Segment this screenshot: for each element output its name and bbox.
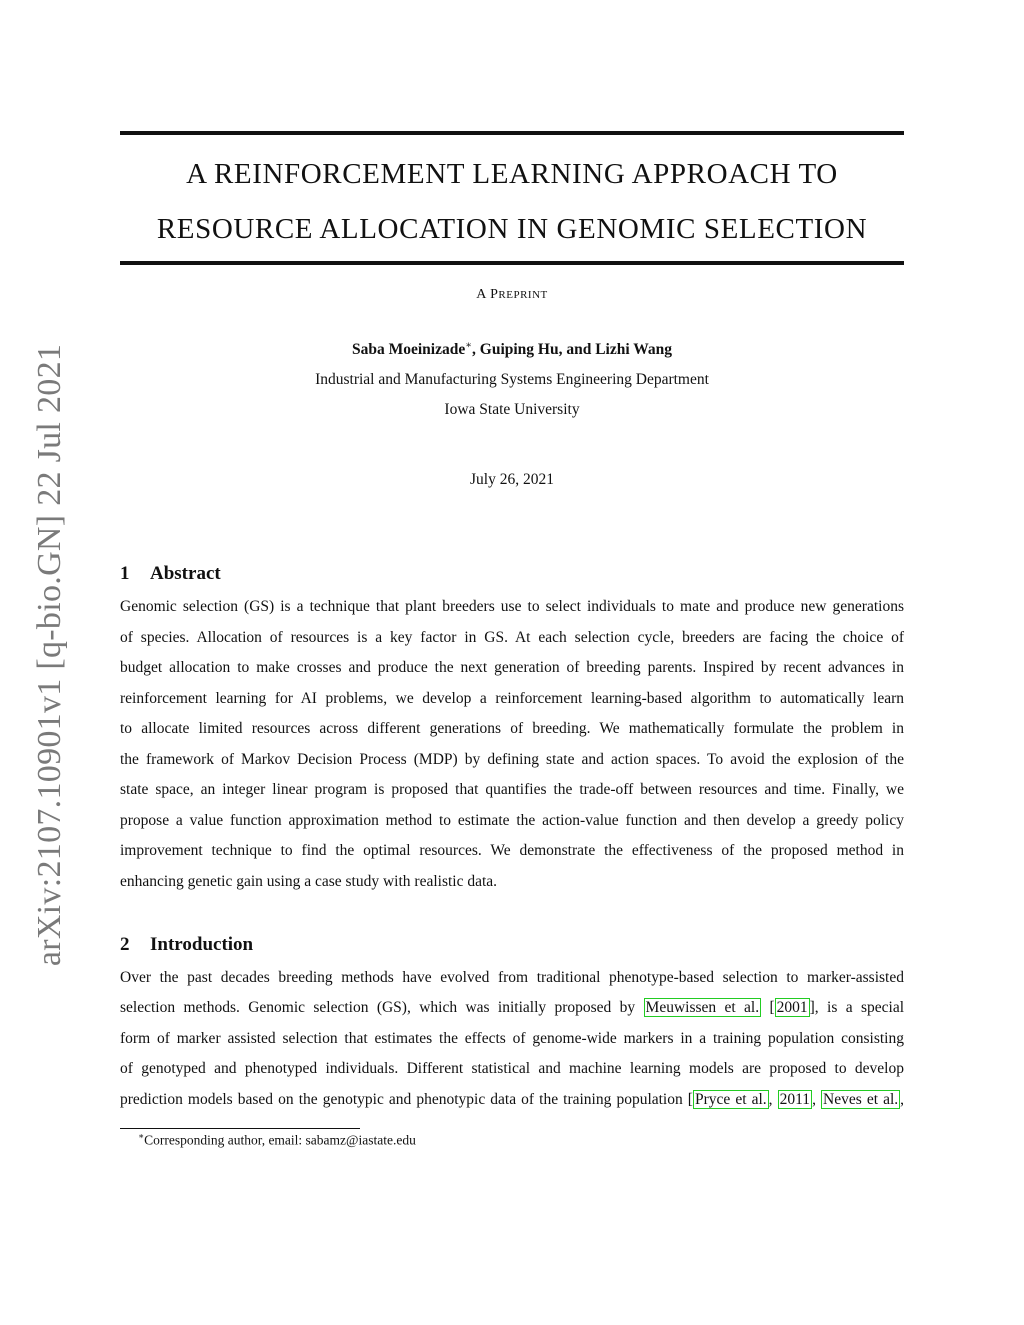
abstract-line: propose a value function approximation method to estimate the action-value function and then develop a greedy policy <box>120 812 904 829</box>
abstract-line: Genomic selection (GS) is a technique that plant breeders use to select individuals to mate and produce new generations <box>120 598 904 615</box>
affiliation-department: Industrial and Manufacturing Systems Engineering Department <box>315 371 709 388</box>
affiliation-university: Iowa State University <box>444 401 580 418</box>
citation-link-pryce[interactable]: Pryce et al. <box>694 1091 767 1108</box>
intro-line: Over the past decades breeding methods have evolved from traditional phenotype-based selection to marker-assisted <box>120 969 904 986</box>
abstract-line: the framework of Markov Decision Process (MDP) by defining state and action spaces. To avoid the explosion of the <box>120 751 904 768</box>
paper-title-line-1: A REINFORCEMENT LEARNING APPROACH TO <box>186 158 838 190</box>
citation-link-2001[interactable]: 2001 <box>776 999 808 1016</box>
section-heading-introduction: 2 Introduction <box>120 934 254 955</box>
abstract-line: reinforcement learning for AI problems, we develop a reinforcement learning-based algorithm to automatically learn <box>120 690 904 707</box>
title-rule-top <box>120 131 904 135</box>
abstract-line: enhancing genetic gain using a case study with realistic data. <box>120 873 498 890</box>
abstract-line: budget allocation to make crosses and produce the next generation of breeding parents. Inspired by recent advances in <box>120 659 904 676</box>
abstract-line: improvement technique to find the optimal resources. We demonstrate the effectiveness of the proposed method in <box>120 842 904 859</box>
author-list: Saba Moeinizade∗, Guiping Hu, and Lizhi Wang <box>351 340 673 359</box>
footnote-corresponding-author: ∗Corresponding author, email: sabamz@iastate.edu <box>138 1131 416 1148</box>
citation-link-neves[interactable]: Neves et al. <box>823 1091 899 1108</box>
intro-line: of genotyped and phenotyped individuals. Different statistical and machine learning models are proposed to develop <box>120 1060 904 1077</box>
intro-line: prediction models based on the genotypic and phenotypic data of the training population [ Pryce et al. , 2011 , Neves et al. , <box>120 1091 905 1108</box>
citation-link-meuwissen[interactable]: Meuwissen et al. <box>645 999 760 1016</box>
intro-line: selection methods. Genomic selection (GS), which was initially proposed by Meuwissen et al. [ 2001 ], is a special <box>120 999 905 1016</box>
footnote-marker[interactable]: ∗ <box>465 340 473 351</box>
abstract-line: state space, an integer linear program is proposed that quantifies the trade-off between resources and time. Finally, we <box>120 781 904 798</box>
footnote-separator <box>120 1128 360 1129</box>
citation-link-2011[interactable]: 2011 <box>779 1091 811 1108</box>
title-rule-bottom <box>120 261 904 265</box>
abstract-line: of species. Allocation of resources is a key factor in GS. At each selection cycle, breeders are facing the choice of <box>120 629 904 646</box>
arxiv-identifier: arXiv:2107.10901v1 [q-bio.GN] 22 Jul 2021 <box>31 343 68 967</box>
paper-date: July 26, 2021 <box>470 471 554 488</box>
preprint-label: A PREPRINT <box>476 287 548 302</box>
paper-title-line-2: RESOURCE ALLOCATION IN GENOMIC SELECTION <box>156 213 868 245</box>
abstract-line: to allocate limited resources across different generations of breeding. We mathematically formulate the problem in <box>120 720 904 737</box>
section-heading-abstract: 1 Abstract <box>120 563 221 584</box>
intro-line: form of marker assisted selection that estimates the effects of genome-wide markers in a training population consisting <box>120 1030 904 1047</box>
